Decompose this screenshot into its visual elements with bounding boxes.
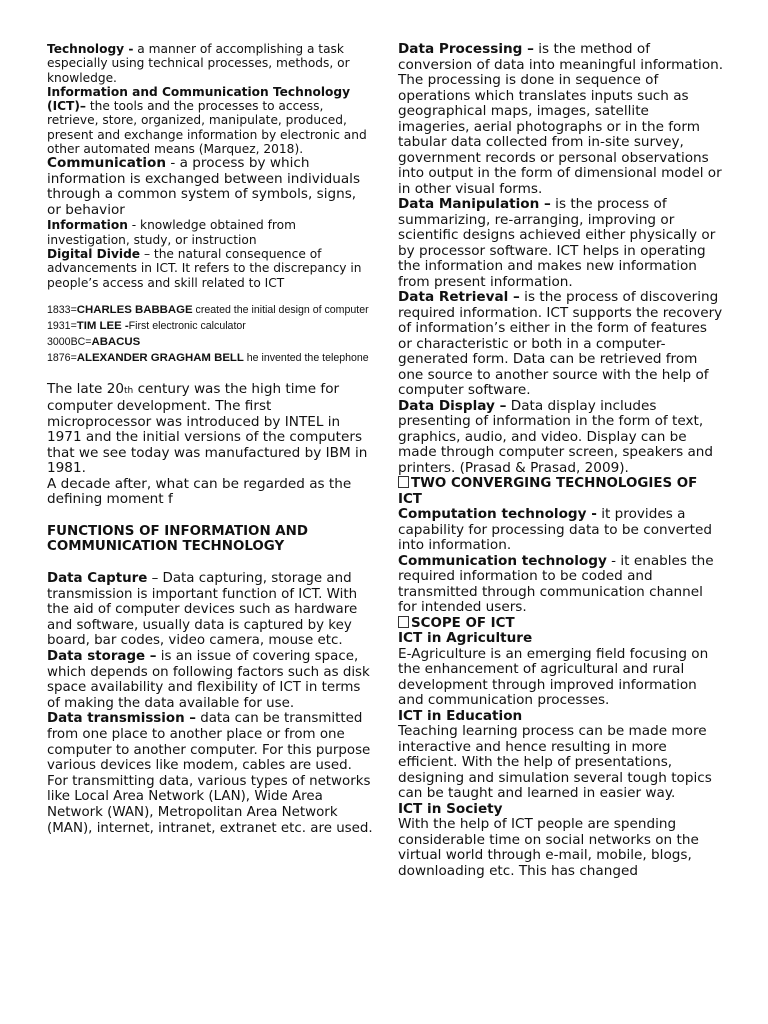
term-communication: Communication [47,155,167,172]
definition-information [47,218,373,247]
term-data-manipulation: Data Manipulation – [398,196,551,212]
society-heading: ICT in Society [398,800,503,817]
right-column [398,42,724,879]
function-data-display: Data Display – Data display includes presenting of information in the form of text, graphics, audio, and video. Display can be made through computer screen, speakers and printers. (Prasad & Prasad, 2009). [398,397,714,476]
timeline-list [47,302,373,366]
term-ict: Information and Communication Technology (ICT)– [47,84,351,114]
definition-ict [47,85,373,156]
def-digital-divide: – the natural consequence of advancements in ICT. It refers to the discrepancy in people’s access and skill related to ICT [47,246,362,290]
history-paragraph: The late 20th century was the high time for computer development. The first microprocessor was introduced by INTEL in 1971 and the initial versions of the computers that we see today was manufactured by IBM in 1981. [47,380,368,477]
term-data-storage: Data storage – [47,649,157,665]
function-data-retrieval: Data Retrieval – is the process of discovering required information. ICT supports the recovery of information’s either in the form of features or characteristic or both in a computer-generated form. Data can be retrieved from one source to another source with the help of computer software. [398,289,723,398]
term-computation: Computation technology - [398,506,597,523]
def-ict: the tools and the processes to access, retrieve, store, organized, manipulate, produced, present and exchange information by electronic and other automated means (Marquez, 2018). [47,99,367,157]
computation-technology: Computation technology - it provides a capability for processing data to be converted into information. [398,506,712,554]
ordinal-suffix: th [124,385,134,396]
scope-heading: SCOPE OF ICT [398,616,724,632]
term-data-retrieval: Data Retrieval – [398,289,520,305]
timeline-item: 1833=CHARLES BABBAGE created the initial design of computer [47,303,369,316]
term-digital-divide: Digital Divide [47,246,141,261]
function-data-processing: Data Processing – is the method of conversion of data into meaningful information. [398,41,724,73]
communication-technology: Communication technology - it enables the required information to be coded and transmitted through communication channel for intended users. [398,552,714,616]
agriculture-text: E-Agriculture is an emerging field focusing on the enhancement of agricultural and rural development through improved information and communication processes. [398,645,709,709]
missing-glyph-icon [398,476,409,488]
term-communication-technology: Communication technology [398,552,607,569]
missing-glyph-icon [398,616,409,628]
left-column [47,42,373,836]
history-continuation: A decade after, what can be regarded as the defining moment f [47,475,352,508]
term-information: Information [47,218,128,233]
education-text: Teaching learning process can be made more interactive and hence resulting in more efficient. With the help of presentations, designing and simulation several tough topics can be taught and learned in easier way. [398,723,712,802]
function-data-manipulation: Data Manipulation – is the process of summarizing, re-arranging, improving or scientific designs achieved either physically or by processor software. ICT helps in operating the information and makes new information from present information. [398,196,716,290]
function-data-storage: Data storage – is an issue of covering space, which depends on following factors such as disk space availability and flexibility of ICT in terms of making the data available for use. [47,649,370,711]
def-communication: - a process by which information is exchanged between individuals through a common system of symbols, signs, or behavior [47,155,361,218]
functions-heading: FUNCTIONS OF INFORMATION AND COMMUNICATION TECHNOLOGY [47,523,308,555]
converging-heading: TWO CONVERGING TECHNOLOGIES OF ICT [398,476,698,507]
term-technology: Technology - [47,42,134,56]
def-information: - knowledge obtained from investigation, study, or instruction [47,218,296,247]
definition-communication [47,156,373,218]
term-data-capture: Data Capture [47,571,148,587]
education-heading: ICT in Education [398,707,523,724]
term-data-processing: Data Processing – [398,41,534,57]
term-data-transmission: Data transmission – [47,711,196,727]
definition-technology [47,42,373,85]
timeline-item: 1931=TIM LEE -First electronic calculator [47,319,246,332]
society-text: With the help of ICT people are spending considerable time on social networks on the virtual world through e-mail, mobile, blogs, downloading etc. This has changed [398,816,699,879]
processing-detail: The processing is done in sequence of operations which translates inputs such as geographical maps, images, satellite imageries, aerial photographs or in the form tabular data collected from in-site survey, government records or personal observations into output in the form of dimensional model or in other visual forms. [398,72,722,197]
term-data-display: Data Display – [398,397,507,414]
timeline-item: 3000BC=ABACUS [47,335,141,348]
def-technology: a manner of accomplishing a task especially using technical processes, methods, or knowledge. [47,42,350,85]
timeline-item: 1876=ALEXANDER GRAGHAM BELL he invented the telephone [47,351,369,364]
agriculture-heading: ICT in Agriculture [398,630,533,647]
definition-digital-divide [47,247,373,290]
function-data-capture: Data Capture – Data capturing, storage and transmission is important function of ICT. With the aid of computer devices such as hardware and software, usually data is captured by key board, bar codes, video camera, mouse etc. [47,571,358,649]
function-data-transmission: Data transmission – data can be transmitted from one place to another place or from one computer to another computer. For this purpose various devices like modem, cables are used. For transmitting data, various types of networks like Local Area Network (LAN), Wide Area Network (WAN), Metropolitan Area Network (MAN), internet, intranet, extranet etc. are used. [47,711,373,836]
